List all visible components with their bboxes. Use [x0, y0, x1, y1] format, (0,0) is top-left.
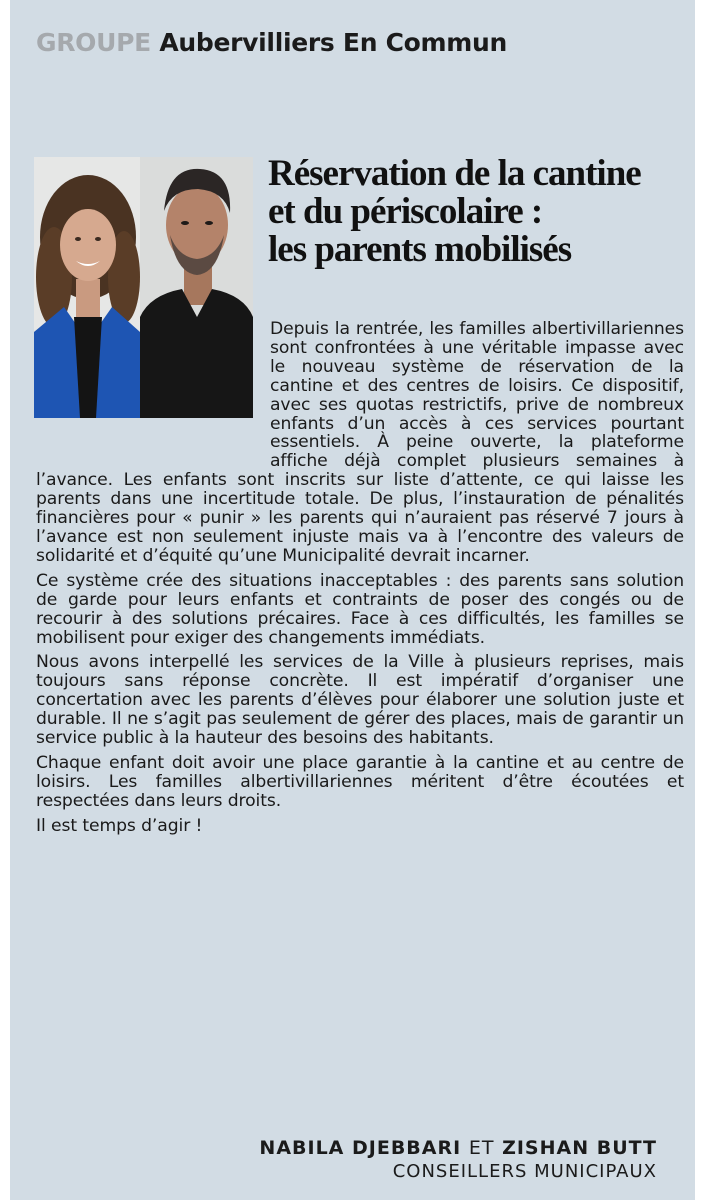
signature-names — [259, 1137, 657, 1159]
signature-conjunction: ET — [468, 1137, 495, 1159]
article-title-line: et du périscolaire : — [268, 191, 543, 232]
article-closing-line: Il est temps d’agir ! — [36, 815, 203, 836]
article-paragraph: Ce système crée des situations inacceptables : des parents sans solution de garde pour leurs enfants et contraints de poser des congés ou de recourir à des solutions précaires. Face à ces difficultés, les familles se mobilisent pour exiger des changements immédiats. — [36, 570, 684, 648]
signatory-name: ZISHAN BUTT — [502, 1137, 657, 1159]
article-title-line: Réservation de la cantine — [268, 153, 641, 194]
article-paragraph: Chaque enfant doit avoir une place garantie à la cantine et au centre de loisirs. Les familles albertivillariennes méritent d’être écoutées et respectées dans leurs droits. — [36, 752, 684, 811]
signature — [259, 1137, 657, 1182]
group-prefix: GROUPE — [36, 28, 151, 57]
article-title — [268, 155, 688, 269]
article-title-line: les parents mobilisés — [268, 229, 572, 270]
opinion-panel — [10, 0, 695, 1200]
article-paragraph: Nous avons interpellé les services de la Ville à plusieurs reprises, mais toujours sans réponse concrète. Il est impératif d’organiser une concertation avec les parents d’élèves pour élaborer une solution juste et durable. Il ne s’agit pas seulement de gérer des places, mais de garantir un service public à la hauteur des besoins des habitants. — [36, 652, 684, 749]
group-header — [36, 28, 507, 57]
article-body — [36, 320, 684, 842]
signatory-role: CONSEILLERS MUNICIPAUX — [392, 1161, 657, 1182]
group-name: Aubervilliers En Commun — [159, 28, 508, 57]
article-paragraph: Depuis la rentrée, les familles albertivillariennes sont confrontées à une véritable impasse avec le nouveau système de réservation de la cantine et des centres de loisirs. Ce dispositif, avec ses quotas restrictifs, prive de nombreux enfants d’un accès à ces services pourtant essentiels. À peine ouverte, la plateforme affiche déjà complet plusieurs semaines à l’avance. Les enfants sont inscrits sur liste d’attente, ce qui laisse les parents dans une incertitude totale. De plus, l’instauration de pénalités financières pour « punir » les parents qui n’auraient pas réservé 7 jours à l’avance est non seulement injuste mais va à l’encontre des valeurs de solidarité et d’équité qu’une Municipalité devrait incarner. — [36, 319, 684, 566]
signatory-name: NABILA DJEBBARI — [259, 1137, 462, 1159]
photo-wrap-spacer — [36, 320, 270, 460]
